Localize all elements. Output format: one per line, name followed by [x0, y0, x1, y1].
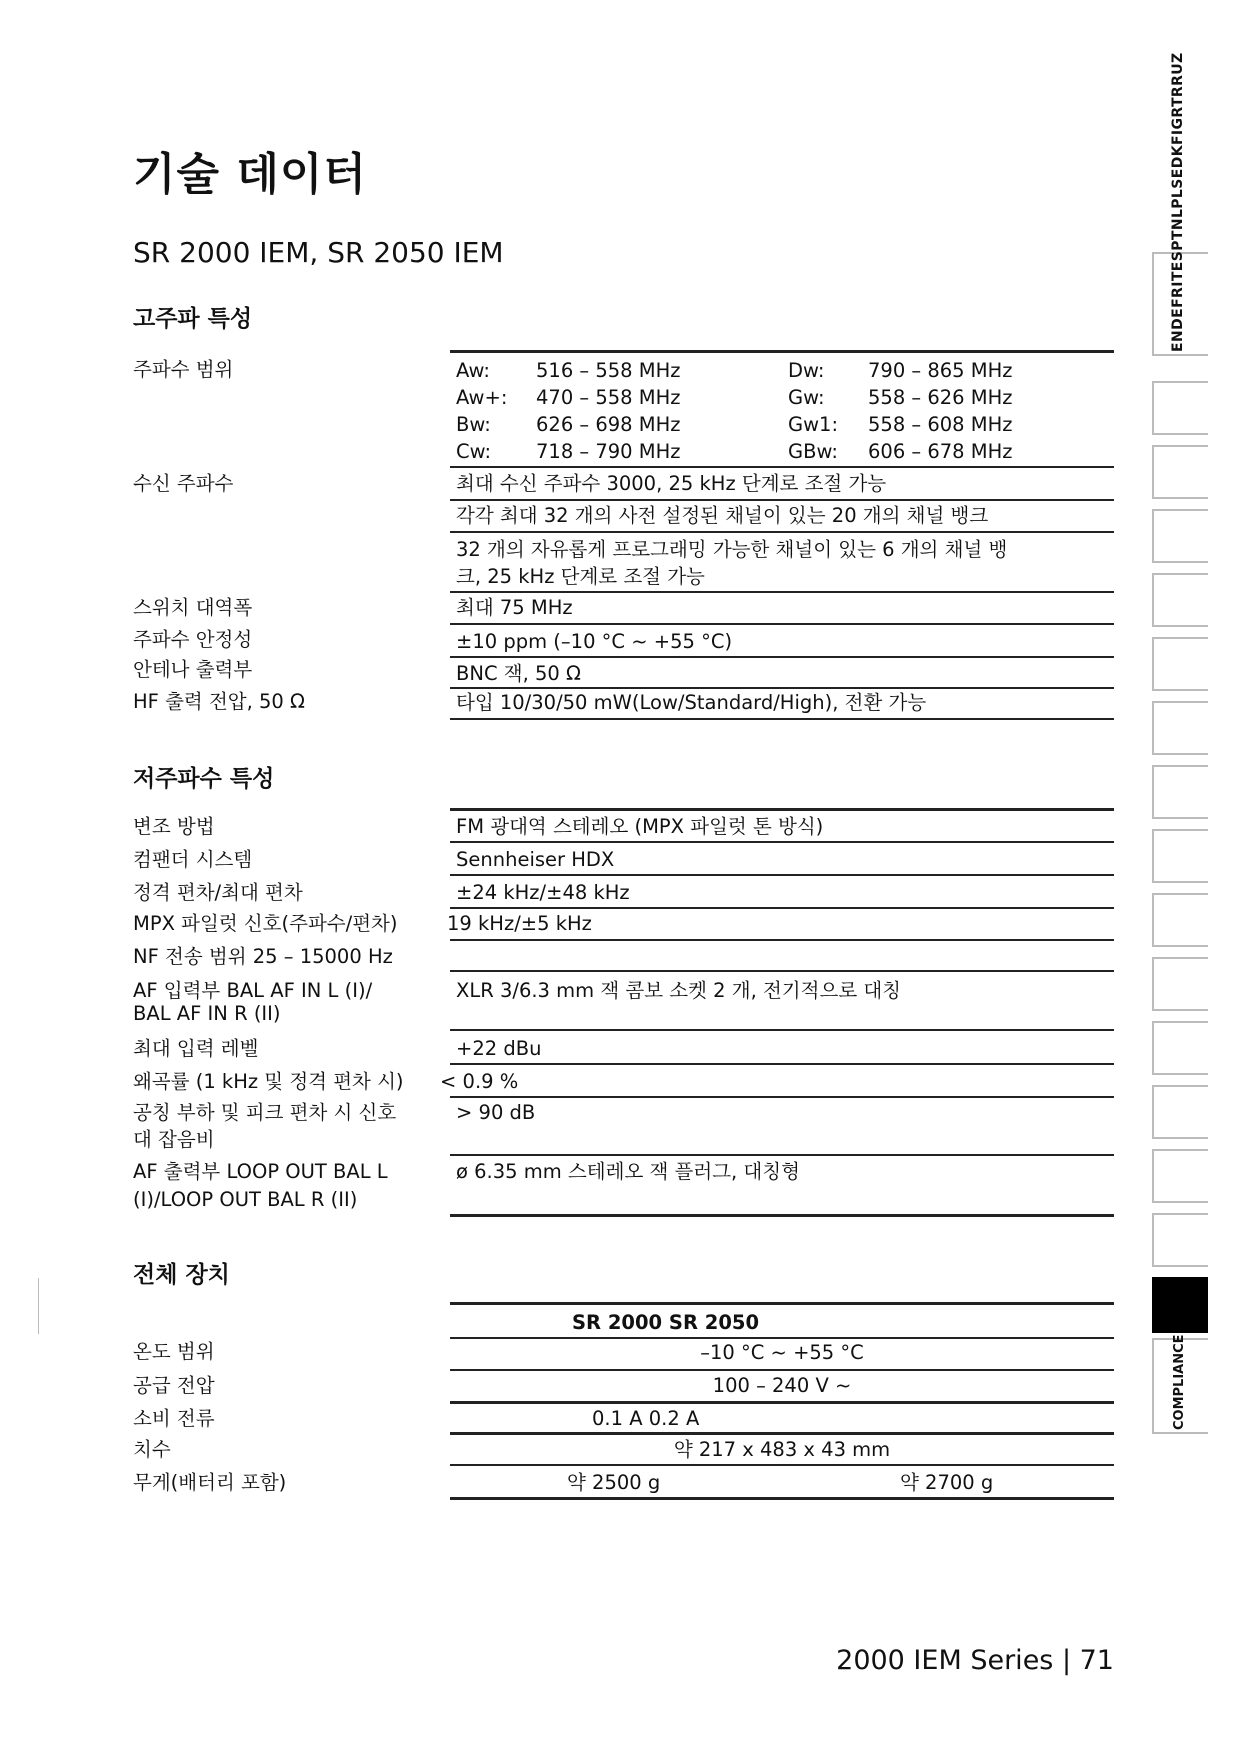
modulation-value: FM 광대역 스테레오 (MPX 파일럿 톤 방식)	[456, 815, 824, 838]
band-name: Cw:	[456, 440, 492, 463]
rule	[450, 907, 1114, 909]
af-in-label: BAL AF IN R (II)	[133, 1002, 281, 1025]
thd-value: < 0.9 %	[440, 1070, 519, 1093]
rule	[450, 841, 1114, 843]
dim-value: 약 217 x 483 x 43 mm	[673, 1438, 891, 1461]
band-name: Gw:	[788, 386, 825, 409]
band-name: Dw:	[788, 359, 825, 382]
rx-freq-value: 32 개의 자유롭게 프로그래밍 가능한 채널이 있는 6 개의 채널 뱅	[456, 538, 1008, 561]
rule	[450, 1214, 1114, 1217]
page-title: 기술 데이터	[133, 149, 367, 200]
rule	[450, 970, 1114, 972]
dim-label: 치수	[133, 1438, 171, 1461]
section-tab[interactable]	[1152, 637, 1208, 691]
max-in-value: +22 dBu	[456, 1037, 542, 1060]
section-tab[interactable]	[1152, 765, 1208, 819]
hf-out-label: HF 출력 전압, 50 Ω	[133, 690, 305, 713]
freq-band-row	[456, 438, 1013, 465]
band-range: 558 – 608 MHz	[868, 413, 1013, 436]
thd-label: 왜곡률 (1 kHz 및 정격 편차 시)	[133, 1070, 404, 1093]
af-in-value: XLR 3/6.3 mm 잭 콤보 소켓 2 개, 전기적으로 대칭	[456, 979, 902, 1002]
rule	[450, 1154, 1114, 1156]
section-tab[interactable]	[1152, 1085, 1208, 1139]
rule	[450, 874, 1114, 876]
language-tabs-label: ENDEFRITESPTNLPLSEDKFIGRTRRUZ	[1170, 52, 1186, 352]
af-out-label: (I)/LOOP OUT BAL R (II)	[133, 1188, 358, 1211]
section-tab[interactable]	[1152, 573, 1208, 627]
snr-label: 공칭 부하 및 피크 편차 시 신호	[133, 1101, 397, 1124]
rule	[450, 939, 1114, 941]
band-name: Bw:	[456, 413, 491, 436]
rule	[450, 1464, 1114, 1466]
section-tab[interactable]	[1152, 1021, 1208, 1075]
rx-freq-value: 크, 25 kHz 단계로 조절 가능	[456, 565, 705, 588]
section-tab[interactable]	[1152, 445, 1208, 499]
band-range: 558 – 626 MHz	[868, 386, 1013, 409]
antenna-value: BNC 잭, 50 Ω	[456, 662, 581, 685]
freq-band-row	[456, 411, 1013, 438]
band-range: 790 – 865 MHz	[868, 359, 1013, 382]
rule	[450, 1302, 1114, 1305]
compliance-tab-label: COMPLIANCE	[1172, 1334, 1187, 1430]
rx-freq-label: 수신 주파수	[133, 472, 234, 495]
compander-value: Sennheiser HDX	[456, 848, 615, 871]
margin-mark	[38, 1278, 39, 1334]
snr-label: 대 잡음비	[133, 1128, 215, 1151]
rule	[450, 1432, 1114, 1435]
band-name: GBw:	[788, 440, 838, 463]
rule	[450, 1369, 1114, 1371]
mpx-value: 19 kHz/±5 kHz	[447, 912, 592, 935]
freq-band-row	[456, 384, 1013, 411]
weight-sr2000-value: 약 2500 g	[567, 1471, 661, 1494]
rule	[450, 591, 1114, 593]
page-footer: 2000 IEM Series | 71	[836, 1645, 1114, 1676]
rule	[450, 1401, 1114, 1404]
snr-value: > 90 dB	[456, 1101, 536, 1124]
freq-band-row	[456, 357, 1013, 384]
band-range: 718 – 790 MHz	[536, 440, 681, 463]
device-section-heading: 전체 장치	[133, 1262, 230, 1288]
rule	[450, 350, 1114, 353]
weight-label: 무게(배터리 포함)	[133, 1471, 287, 1494]
band-range: 626 – 698 MHz	[536, 413, 681, 436]
max-in-label: 최대 입력 레벨	[133, 1037, 259, 1060]
band-name: Aw:	[456, 359, 491, 382]
af-out-value: ø 6.35 mm 스테레오 잭 플러그, 대칭형	[456, 1160, 800, 1183]
modulation-label: 변조 방법	[133, 815, 215, 838]
temp-value: –10 °C ~ +55 °C	[700, 1341, 864, 1364]
section-tab[interactable]	[1152, 957, 1208, 1011]
freq-range-label: 주파수 범위	[133, 358, 234, 381]
af-out-label: AF 출력부 LOOP OUT BAL L	[133, 1160, 388, 1183]
antenna-label: 안테나 출력부	[133, 658, 253, 681]
rule	[450, 623, 1114, 625]
rule	[450, 466, 1114, 468]
compander-label: 컴팬더 시스템	[133, 848, 253, 871]
band-range: 516 – 558 MHz	[536, 359, 681, 382]
section-tab[interactable]	[1152, 893, 1208, 947]
rule	[450, 718, 1114, 720]
mpx-label: MPX 파일럿 신호(주파수/편차)	[133, 912, 398, 935]
supply-label: 공급 전압	[133, 1374, 215, 1397]
section-tab[interactable]	[1152, 1149, 1208, 1203]
switch-bw-label: 스위치 대역폭	[133, 596, 253, 619]
rx-freq-value: 최대 수신 주파수 3000, 25 kHz 단계로 조절 가능	[456, 472, 887, 495]
weight-sr2050-value: 약 2700 g	[900, 1471, 994, 1494]
band-name: Aw+:	[456, 386, 508, 409]
rf-section-heading: 고주파 특성	[133, 306, 253, 332]
freq-stab-label: 주파수 안정성	[133, 628, 253, 651]
hf-out-value: 타입 10/30/50 mW(Low/Standard/High), 전환 가능	[456, 691, 927, 714]
deviation-value: ±24 kHz/±48 kHz	[456, 881, 630, 904]
section-tab[interactable]	[1152, 381, 1208, 435]
rule	[450, 808, 1114, 811]
temp-label: 온도 범위	[133, 1340, 215, 1363]
nf-range-label: NF 전송 범위 25 – 15000 Hz	[133, 945, 393, 968]
rule	[450, 499, 1114, 501]
rule	[450, 656, 1114, 658]
band-range: 606 – 678 MHz	[868, 440, 1013, 463]
section-tab-active[interactable]	[1152, 1277, 1208, 1333]
rule	[450, 1029, 1114, 1031]
rule	[450, 1063, 1114, 1065]
device-column-header: SR 2000 SR 2050	[572, 1311, 760, 1334]
model-heading: SR 2000 IEM, SR 2050 IEM	[133, 236, 504, 269]
deviation-label: 정격 편차/최대 편차	[133, 881, 303, 904]
band-name: Gw1:	[788, 413, 839, 436]
current-label: 소비 전류	[133, 1407, 215, 1430]
rule	[450, 1096, 1114, 1098]
section-tab[interactable]	[1152, 1213, 1208, 1267]
rule	[450, 1497, 1114, 1500]
section-tab[interactable]	[1152, 509, 1208, 563]
current-value: 0.1 A 0.2 A	[592, 1407, 700, 1430]
section-tab[interactable]	[1152, 829, 1208, 883]
rule	[450, 531, 1114, 533]
freq-stab-value: ±10 ppm (–10 °C ~ +55 °C)	[456, 630, 733, 653]
supply-value: 100 – 240 V ~	[712, 1374, 852, 1397]
freq-band-table	[456, 357, 1013, 465]
band-range: 470 – 558 MHz	[536, 386, 681, 409]
rx-freq-value: 각각 최대 32 개의 사전 설정된 채널이 있는 20 개의 채널 뱅크	[456, 504, 989, 527]
af-in-label: AF 입력부 BAL AF IN L (I)/	[133, 979, 373, 1002]
af-section-heading: 저주파수 특성	[133, 766, 275, 792]
section-tab[interactable]	[1152, 701, 1208, 755]
switch-bw-value: 최대 75 MHz	[456, 596, 573, 619]
